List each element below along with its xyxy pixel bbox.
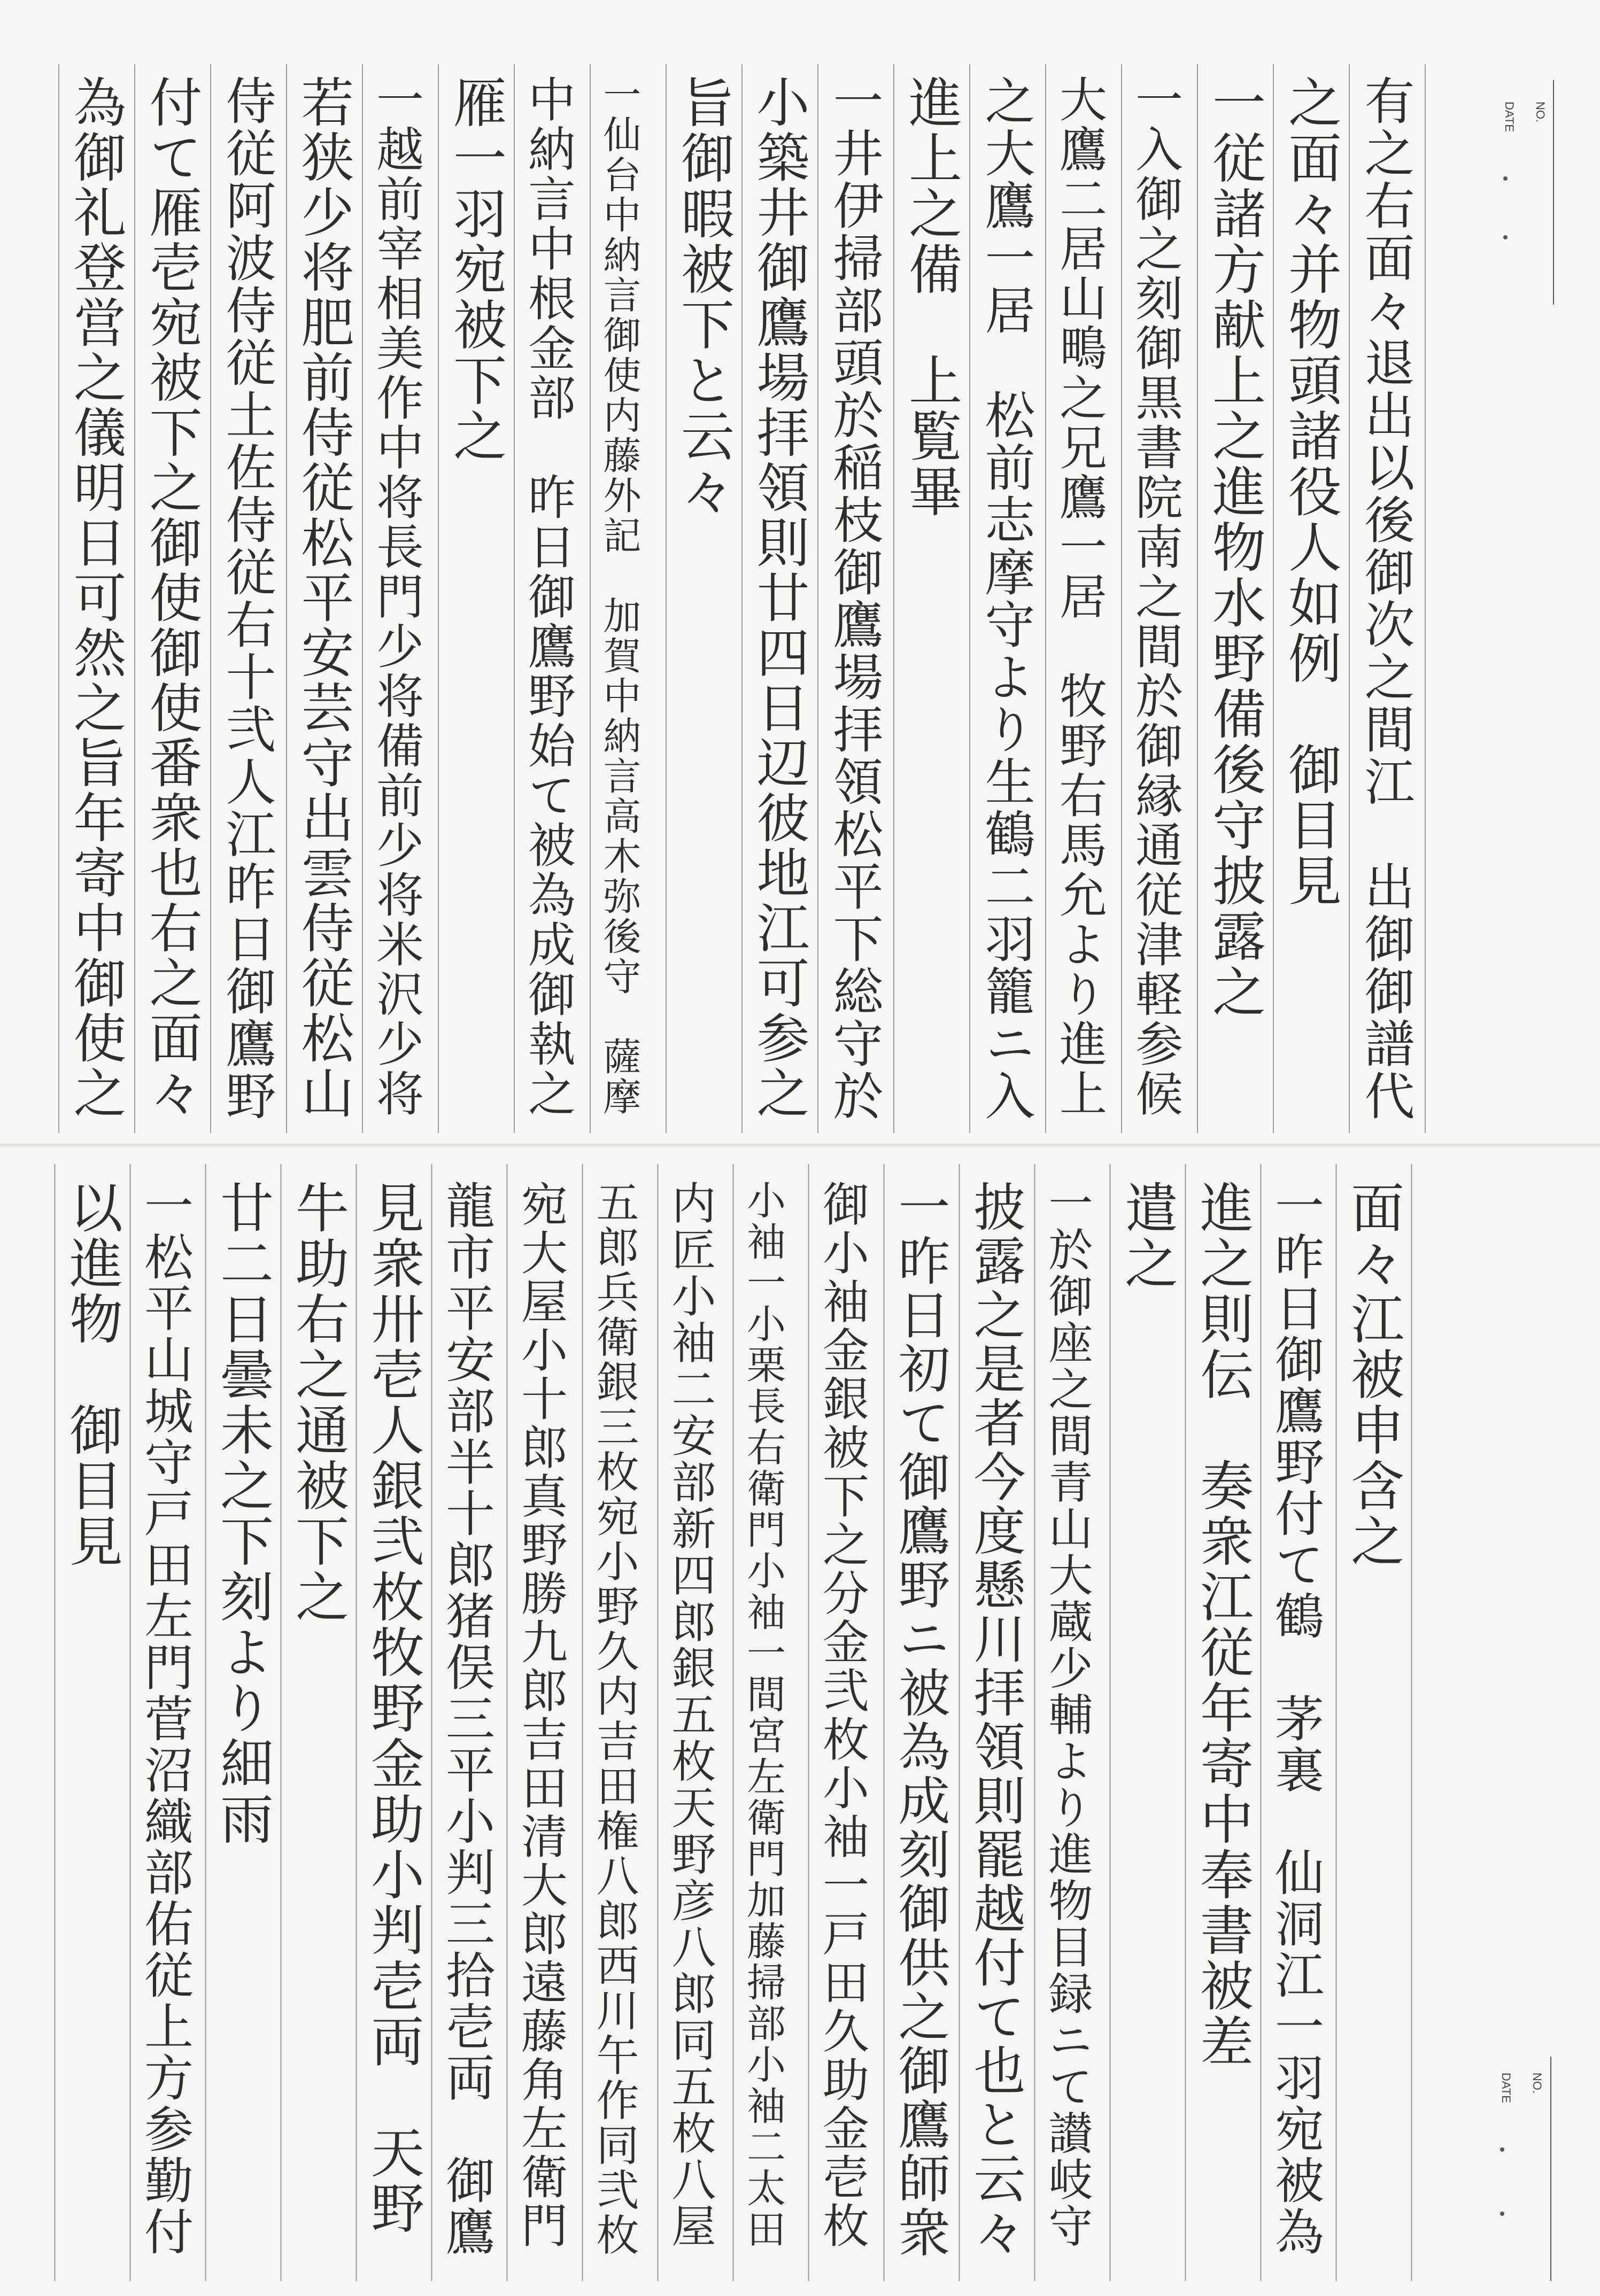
manuscript-column: 進上之備 上覧畢: [900, 75, 962, 519]
notebook-page-bottom: [0, 1148, 1600, 2296]
no-label-bottom: NO.: [1531, 2073, 1544, 2094]
manuscript-column: 一松平山城守戸田左門菅沼織部佑従上方参勤付: [136, 1180, 194, 2258]
manuscript-column: 見衆卅壱人銀弐枚牧野金助小判壱両 天野: [362, 1180, 424, 2236]
manuscript-column: 御小袖金銀被下之分金弐枚小袖一戸田久助金壱枚: [815, 1180, 869, 2250]
manuscript-column: 面々江被申含之: [1342, 1180, 1404, 1569]
manuscript-column: 一入御之刻御黒書院南之間於御縁通従津軽参候: [1128, 75, 1184, 1119]
manuscript-column: 雁一羽宛被下之: [444, 75, 507, 464]
date-label-top: DATE: [1503, 102, 1516, 133]
header-rule-top: [1553, 80, 1554, 305]
manuscript-column: 為御礼登営之儀明日可然之旨年寄中御使之: [65, 75, 126, 1121]
manuscript-column: 小築井御鷹場拝領則廿四日辺彼地江可参之: [748, 75, 809, 1121]
manuscript-column: 牛助右之通被下之: [287, 1180, 349, 1625]
manuscript-column: 内匠小袖二安部新四郎銀五枚天野彦八郎同五枚八屋: [664, 1180, 716, 2250]
manuscript-column: 一従諸方献上之進物水野備後守披露之: [1203, 75, 1266, 1020]
header-rule-bottom: [1550, 2057, 1551, 2281]
date-dot: [1503, 176, 1508, 181]
date-dot: [1500, 2212, 1504, 2216]
manuscript-column: 宛大屋小十郎真野勝九郎吉田清大郎遠藤角左衛門: [513, 1180, 568, 2250]
manuscript-column: 若狭少将肥前侍従松平安芸守出雲侍従松山: [292, 75, 354, 1121]
manuscript-column: 侍従阿波侍従土佐侍従右十弐人江昨日御鷹野: [217, 75, 275, 1122]
manuscript-column: 有之右面々退出以後御次之間江 出御御譜代: [1356, 75, 1414, 1122]
manuscript-column: 一越前宰相美作中将長門少将備前少将米沢少将: [369, 75, 424, 1119]
manuscript-column: 廿二日曇未之下刻より細雨: [211, 1180, 274, 1847]
manuscript-column: 遣之: [1116, 1180, 1178, 1291]
no-label-top: NO.: [1534, 102, 1547, 123]
manuscript-column: 小袖一小栗長右衛門小袖一間宮左衛門加藤掃部小袖二太田: [740, 1180, 785, 2250]
manuscript-column: 披露之是者今度懸川拝領則罷越付て也と云々: [965, 1180, 1025, 2260]
manuscript-column: 一於御座之間青山大蔵少輔より進物目録ニて讃岐守: [1041, 1180, 1093, 2250]
manuscript-column: 大鷹二居山鴫之兄鷹一居 牧野右馬允より進上: [1052, 75, 1108, 1119]
manuscript-column: 中納言中根金部 昨日御鷹野始て被為成御執之: [521, 75, 576, 1119]
manuscript-column: 之大鷹一居 松前志摩守より生鶴二羽籠ニ入: [976, 75, 1034, 1122]
manuscript-column: 一昨日初て御鷹野ニ被為成刻御供之御鷹師衆: [890, 1180, 950, 2260]
manuscript-column: 龍市平安部半十郎猪俣三平小判三拾壱両 御鷹: [438, 1180, 495, 2258]
manuscript-column: 一昨日御鷹野付て鶴 茅裏 仙洞江一羽宛被為: [1267, 1180, 1324, 2258]
date-dot: [1503, 235, 1508, 239]
manuscript-column: 一井伊掃部頭於稲枝御鷹場拝領松平下総守於: [824, 75, 883, 1122]
manuscript-column: 付て雁壱宛被下之御使御使番衆也右之面々: [141, 75, 202, 1121]
manuscript-column: 進之則伝 奏衆江従年寄中奉書被差: [1191, 1180, 1254, 2069]
manuscript-column: 五郎兵衛銀三枚宛小野久内吉田権八郎西川午作同弐枚: [589, 1180, 639, 2258]
manuscript-column: 旨御暇被下と云々: [672, 75, 735, 519]
date-dot: [1500, 2147, 1504, 2152]
manuscript-column: 之面々并物頭諸役人如例 御目見: [1279, 75, 1342, 909]
date-label-bottom: DATE: [1499, 2073, 1513, 2104]
manuscript-column: 一仙台中納言御使内藤外記 加賀中納言高木弥後守 薩摩: [597, 75, 641, 1117]
manuscript-column: 以進物 御目見: [60, 1180, 123, 1569]
